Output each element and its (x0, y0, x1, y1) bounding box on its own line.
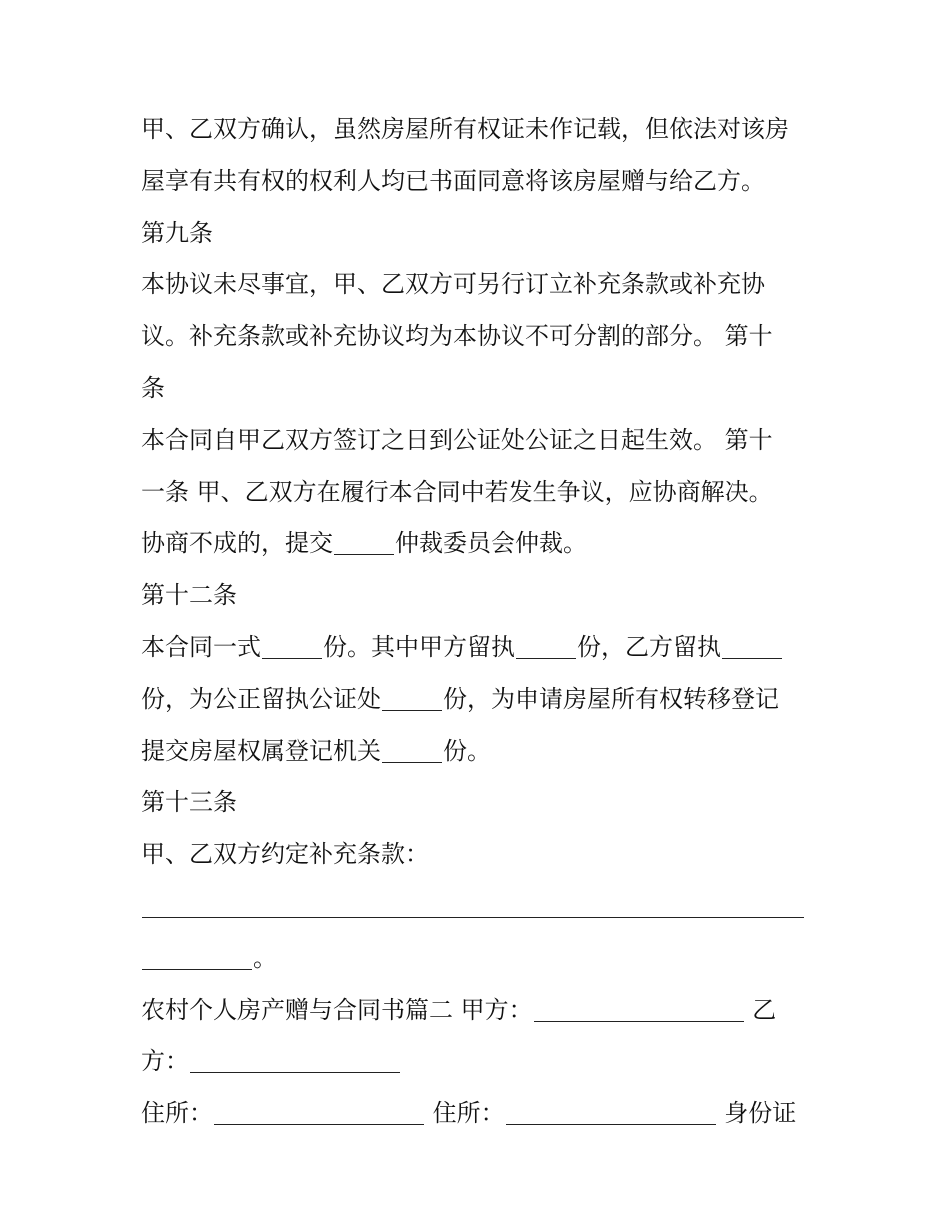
text-line (141, 985, 831, 1037)
text-line: 甲、乙双方确认，虽然房屋所有权证未作记载，但依法对该房 (141, 115, 789, 143)
blank-field[interactable] (382, 688, 442, 711)
blank-field[interactable] (142, 895, 804, 918)
text-line: 屋享有共有权的权利人均已书面同意将该房屋赠与给乙方。 (141, 166, 765, 195)
text-segment: 提交房屋权属登记机关 (141, 736, 381, 765)
text-line (141, 1088, 831, 1140)
text-segment: 。 (253, 943, 277, 972)
text-line: 条 (141, 373, 165, 402)
text-segment: 协商不成的，提交 (141, 529, 333, 558)
blank-field[interactable] (214, 1102, 424, 1125)
blank-field[interactable] (516, 636, 576, 659)
text-line (141, 674, 831, 726)
text-line: 本合同自甲乙双方签订之日到公证处公证之日起生效。 第十 (141, 425, 773, 454)
text-segment: 乙 (744, 995, 777, 1024)
article-heading: 第十三条 (141, 788, 237, 817)
text-segment: 份，乙方留执 (577, 632, 721, 661)
blank-field[interactable] (722, 636, 782, 659)
blank-field[interactable] (382, 740, 442, 763)
blank-field[interactable] (142, 947, 252, 970)
text-line: 一条 甲、乙双方在履行本合同中若发生争议，应协商解决。 (141, 477, 773, 506)
text-segment: 方： (141, 1047, 189, 1076)
text-line: 议。补充条款或补充协议均为本协议不可分割的部分。 第十 (141, 322, 773, 351)
text-line (141, 933, 831, 985)
text-line (141, 622, 831, 674)
text-segment: 仲裁委员会仲裁。 (395, 529, 587, 558)
text-segment: 份，为公正留执公证处 (141, 684, 381, 713)
article-heading: 第十二条 (141, 581, 237, 610)
blank-field[interactable] (190, 1050, 400, 1073)
text-segment: 份，为申请房屋所有权转移登记 (443, 684, 779, 713)
text-segment: 住所： (141, 1099, 213, 1128)
text-segment: 本合同一式 (141, 632, 261, 661)
article-heading: 第九条 (141, 218, 213, 247)
blank-field[interactable] (334, 532, 394, 555)
blank-field[interactable] (506, 1102, 716, 1125)
blank-field[interactable] (262, 636, 322, 659)
text-line: 本协议未尽事宜，甲、乙双方可另行订立补充条款或补充协 (141, 270, 765, 299)
text-line (141, 726, 831, 778)
text-line: 甲、乙双方约定补充条款： (141, 840, 429, 869)
document-page (141, 104, 831, 1140)
text-line (141, 1036, 831, 1088)
text-segment: 住所： (425, 1099, 505, 1128)
text-line (141, 881, 831, 933)
text-segment: 份。其中甲方留执 (323, 632, 515, 661)
text-segment: 农村个人房产赠与合同书篇二 甲方： (141, 995, 533, 1024)
text-segment: 份。 (443, 736, 491, 765)
text-segment: 身份证 (716, 1099, 797, 1128)
blank-field[interactable] (534, 999, 744, 1022)
text-line (141, 518, 831, 570)
